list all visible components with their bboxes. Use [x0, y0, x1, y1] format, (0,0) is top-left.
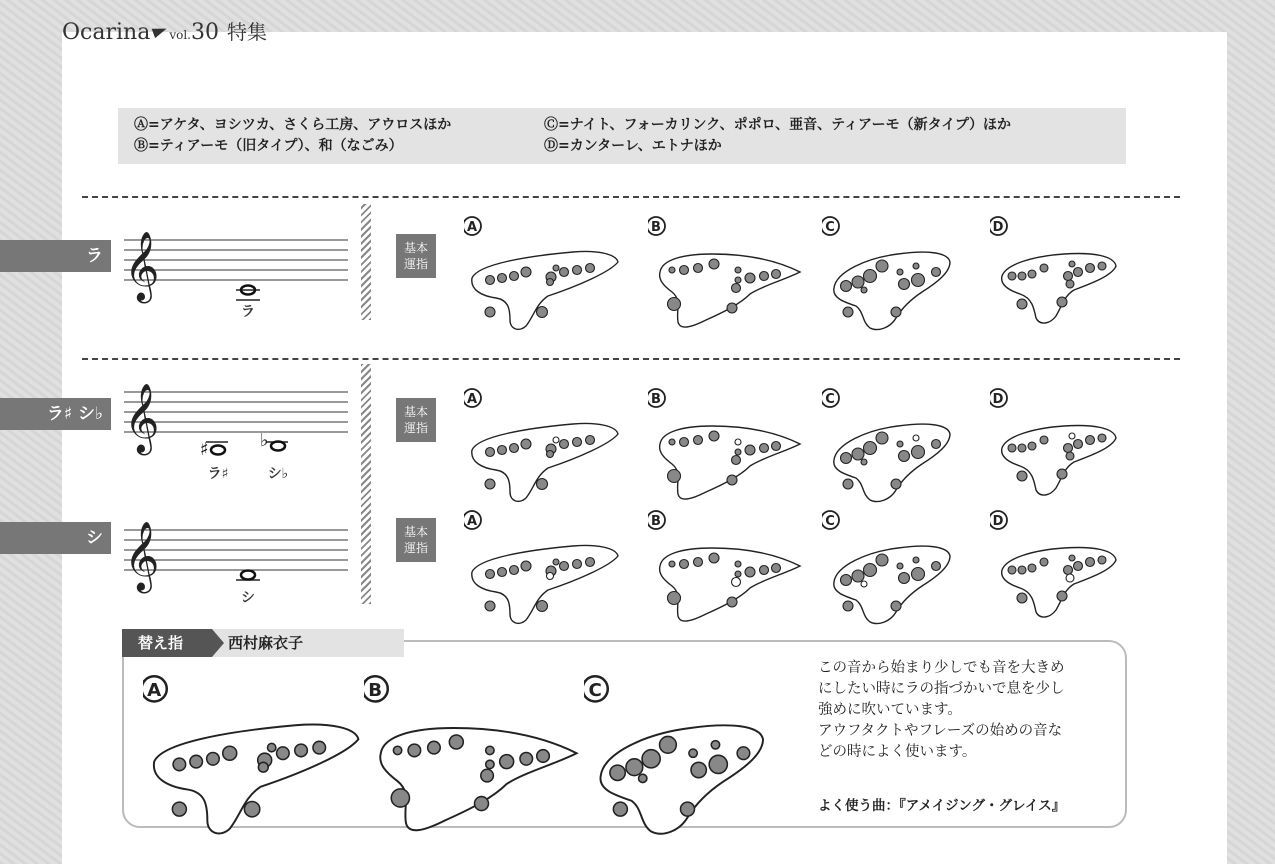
finger-hole	[223, 746, 237, 760]
finger-hole	[864, 442, 877, 455]
finger-hole	[1086, 558, 1095, 567]
ocarina-diagram-b	[648, 386, 806, 506]
note-tab-la-sharp-si-flat: ラ♯ シ♭	[0, 398, 111, 430]
finger-hole	[553, 559, 559, 565]
ocarina-diagram-a	[464, 508, 622, 628]
type-badge-letter: C	[825, 514, 835, 529]
performer-name: 西村麻衣子	[228, 634, 304, 652]
ocarina-diagram-d	[990, 214, 1128, 334]
finger-hole	[913, 557, 919, 563]
finger-hole	[899, 451, 910, 462]
note-label: シ	[241, 590, 255, 606]
vol-number: 30	[190, 20, 219, 45]
finger-hole	[1066, 280, 1074, 288]
finger-hole	[912, 568, 925, 581]
ocarina-body	[660, 426, 800, 499]
finger-hole	[735, 449, 741, 455]
finger-hole	[732, 456, 741, 465]
finger-hole	[772, 564, 781, 573]
basic-label-line2: 運指	[403, 257, 428, 271]
finger-hole	[745, 273, 755, 283]
finger-hole	[1086, 264, 1095, 273]
ocarina-body	[472, 251, 618, 329]
ocarina-body	[834, 546, 950, 623]
finger-hole	[772, 270, 781, 279]
ocarina-diagram-d	[990, 508, 1128, 628]
finger-hole	[897, 269, 903, 275]
finger-hole	[586, 558, 595, 567]
hatch-bar	[361, 364, 371, 604]
finger-hole	[521, 561, 531, 571]
basic-label-line2: 運指	[403, 541, 428, 555]
type-badge-letter: B	[651, 220, 661, 235]
finger-hole	[841, 453, 852, 464]
finger-hole	[912, 446, 925, 459]
finger-hole	[1018, 272, 1026, 280]
finger-hole	[876, 554, 888, 566]
finger-hole	[864, 564, 877, 577]
finger-hole	[852, 448, 864, 460]
finger-hole	[735, 439, 741, 445]
finger-hole	[393, 746, 401, 754]
finger-hole	[864, 270, 877, 283]
finger-hole	[610, 765, 625, 780]
finger-hole	[913, 435, 919, 441]
ocarina-body	[472, 545, 618, 623]
finger-hole	[428, 741, 441, 754]
divider	[82, 196, 1180, 198]
finger-hole	[485, 601, 495, 611]
finger-hole	[510, 272, 519, 281]
finger-hole	[899, 573, 910, 584]
finger-hole	[1040, 264, 1048, 272]
staff-si	[118, 508, 354, 608]
ocarina-body	[834, 424, 950, 501]
finger-hole	[891, 479, 901, 489]
finger-hole	[876, 432, 888, 444]
finger-hole	[510, 566, 519, 575]
type-badge-letter: B	[651, 514, 661, 529]
finger-hole	[277, 747, 290, 760]
finger-hole	[694, 436, 703, 445]
finger-hole	[737, 747, 750, 760]
finger-hole	[267, 743, 275, 751]
finger-hole	[727, 303, 737, 313]
hatch-bar	[361, 204, 371, 320]
vol-label: vol.	[169, 28, 191, 42]
finger-hole	[586, 264, 595, 273]
basic-fingering-label	[396, 234, 436, 278]
finger-hole	[573, 438, 582, 447]
finger-hole	[1086, 436, 1095, 445]
note-tab-la: ラ	[0, 240, 111, 272]
finger-hole	[899, 279, 910, 290]
finger-hole	[932, 562, 941, 571]
finger-hole	[891, 307, 901, 317]
finger-hole	[537, 479, 548, 490]
type-badge-letter: C	[825, 392, 835, 407]
finger-hole	[295, 744, 308, 757]
note-label: シ♭	[267, 466, 289, 482]
magazine-header	[62, 16, 267, 45]
finger-hole	[861, 581, 867, 587]
basic-label-line1: 基本	[403, 241, 428, 255]
description-line: 強めに吹いています。	[818, 702, 962, 718]
finger-hole	[1017, 471, 1027, 481]
type-badge-letter: C	[825, 220, 835, 235]
note-tab-si: シ	[0, 522, 111, 554]
basic-label-line1: 基本	[403, 525, 428, 539]
ocarina-body	[472, 423, 618, 501]
finger-hole	[521, 267, 531, 277]
ocarina-body	[834, 252, 950, 329]
finger-hole	[760, 272, 769, 281]
alternate-description	[818, 658, 1118, 763]
finger-hole	[537, 601, 548, 612]
finger-hole	[1008, 272, 1016, 280]
finger-hole	[760, 566, 769, 575]
finger-hole	[498, 274, 507, 283]
finger-hole	[727, 475, 737, 485]
finger-hole	[1069, 433, 1075, 439]
ocarina-body	[380, 728, 576, 830]
finger-hole	[1017, 299, 1027, 309]
finger-hole	[560, 268, 569, 277]
finger-hole	[486, 570, 495, 579]
finger-hole	[843, 601, 853, 611]
finger-hole	[172, 802, 186, 816]
ocarina-diagram-d	[990, 386, 1128, 506]
finger-hole	[912, 274, 925, 287]
finger-hole	[1017, 593, 1027, 603]
finger-hole	[1069, 261, 1075, 267]
finger-hole	[841, 281, 852, 292]
divider	[82, 358, 1180, 360]
type-badge-letter: A	[466, 392, 478, 407]
treble-clef-icon: 𝄞	[124, 521, 160, 591]
treble-clef-icon: 𝄞	[124, 231, 160, 301]
staff-la-sharp	[118, 382, 354, 492]
finger-hole	[485, 479, 495, 489]
alternate-fingering-tag: 替え指	[122, 629, 212, 657]
description-line: どの時によく使います。	[818, 744, 977, 760]
finger-hole	[498, 446, 507, 455]
finger-hole	[1064, 566, 1073, 575]
finger-hole	[553, 437, 559, 443]
finger-hole	[613, 802, 627, 816]
finger-hole	[258, 762, 268, 772]
note-label: ラ♯	[207, 466, 229, 482]
finger-hole	[547, 279, 554, 286]
flat-icon: ♭	[260, 430, 269, 451]
finger-hole	[680, 266, 689, 275]
finger-hole	[691, 762, 706, 777]
finger-hole	[709, 755, 727, 773]
finger-hole	[760, 444, 769, 453]
ocarina-diagram-b	[648, 508, 806, 628]
note-label: ラ	[241, 304, 255, 320]
finger-hole	[547, 573, 554, 580]
finger-hole	[709, 259, 719, 269]
finger-hole	[694, 264, 703, 273]
ocarina-diagram-c	[584, 672, 777, 840]
legend-b: Ⓑ=ティアーモ（旧タイプ）、和（なごみ）	[134, 138, 403, 154]
finger-hole	[1028, 270, 1036, 278]
finger-hole	[1028, 564, 1036, 572]
finger-hole	[1008, 444, 1016, 452]
finger-hole	[510, 444, 519, 453]
ocarina-diagram-a	[464, 214, 622, 334]
finger-hole	[481, 769, 494, 782]
type-badge-letter: D	[992, 392, 1004, 407]
ocarina-diagram-c	[822, 508, 960, 628]
finger-hole	[1098, 434, 1106, 442]
finger-hole	[1074, 562, 1083, 571]
finger-hole	[639, 774, 647, 782]
finger-hole	[669, 561, 675, 567]
finger-hole	[932, 268, 941, 277]
finger-hole	[485, 307, 495, 317]
finger-hole	[1018, 566, 1026, 574]
finger-hole	[486, 760, 494, 768]
staff-la	[118, 218, 354, 328]
ocarina-diagram-a	[143, 672, 364, 840]
finger-hole	[841, 575, 852, 586]
type-badge-letter: A	[466, 220, 478, 235]
finger-hole	[852, 276, 864, 288]
ocarina-type-legend	[118, 108, 1126, 164]
finger-hole	[694, 558, 703, 567]
finger-hole	[668, 470, 681, 483]
finger-hole	[391, 789, 409, 807]
finger-hole	[537, 750, 550, 763]
finger-hole	[861, 459, 867, 465]
finger-hole	[560, 440, 569, 449]
finger-hole	[660, 736, 677, 753]
play-arrow-icon	[152, 24, 169, 38]
finger-hole	[560, 562, 569, 571]
finger-hole	[1008, 566, 1016, 574]
finger-hole	[727, 597, 737, 607]
basic-label-line1: 基本	[403, 405, 428, 419]
ocarina-diagram-a	[464, 386, 622, 506]
finger-hole	[1064, 444, 1073, 453]
finger-hole	[1066, 452, 1074, 460]
type-badge-letter: D	[992, 514, 1004, 529]
finger-hole	[500, 755, 514, 769]
finger-hole	[735, 277, 741, 283]
finger-hole	[891, 601, 901, 611]
basic-fingering-label	[396, 518, 436, 562]
finger-hole	[668, 298, 681, 311]
sharp-icon: ♯	[200, 439, 209, 460]
finger-hole	[1074, 440, 1083, 449]
finger-hole	[449, 735, 463, 749]
ocarina-diagram-c	[822, 386, 960, 506]
finger-hole	[486, 746, 494, 754]
finger-hole	[1098, 556, 1106, 564]
finger-hole	[642, 750, 660, 768]
finger-hole	[190, 755, 203, 768]
type-badge-letter: A	[466, 514, 478, 529]
magazine-title: Ocarina	[62, 20, 151, 45]
finger-hole	[709, 553, 719, 563]
finger-hole	[897, 441, 903, 447]
finger-hole	[313, 741, 326, 754]
finger-hole	[1057, 591, 1067, 601]
finger-hole	[913, 263, 919, 269]
finger-hole	[1069, 555, 1075, 561]
description-line: にしたい時にラの指づかいで息を少し	[818, 681, 1065, 697]
type-badge-letter: C	[588, 679, 602, 701]
finger-hole	[680, 560, 689, 569]
finger-hole	[689, 749, 697, 757]
finger-hole	[669, 439, 675, 445]
finger-hole	[207, 753, 220, 766]
finger-hole	[932, 440, 941, 449]
finger-hole	[1018, 444, 1026, 452]
finger-hole	[408, 744, 421, 757]
finger-hole	[681, 802, 695, 816]
finger-hole	[735, 571, 741, 577]
finger-hole	[745, 567, 755, 577]
type-badge-letter: B	[368, 679, 383, 701]
finger-hole	[735, 561, 741, 567]
finger-hole	[861, 287, 867, 293]
favorite-song: よく使う曲：『アメイジング・グレイス』	[818, 798, 1066, 814]
finger-hole	[486, 448, 495, 457]
finger-hole	[843, 307, 853, 317]
ocarina-body	[660, 548, 800, 621]
finger-hole	[1057, 469, 1067, 479]
description-line: アウフタクトやフレーズの始めの音な	[818, 723, 1063, 739]
finger-hole	[852, 570, 864, 582]
finger-hole	[680, 438, 689, 447]
legend-d: Ⓓ=カンターレ、エトナほか	[544, 138, 722, 154]
finger-hole	[1057, 297, 1067, 307]
basic-label-line2: 運指	[403, 421, 428, 435]
finger-hole	[745, 445, 755, 455]
type-badge-letter: D	[992, 220, 1004, 235]
finger-hole	[897, 563, 903, 569]
finger-hole	[573, 266, 582, 275]
type-badge-letter: A	[147, 679, 162, 701]
finger-hole	[1066, 574, 1074, 582]
finger-hole	[1040, 436, 1048, 444]
ocarina-diagram-c	[822, 214, 960, 334]
finger-hole	[498, 568, 507, 577]
finger-hole	[1028, 442, 1036, 450]
finger-hole	[173, 758, 186, 771]
finger-hole	[1040, 558, 1048, 566]
finger-hole	[772, 442, 781, 451]
finger-hole	[668, 592, 681, 605]
finger-hole	[475, 797, 489, 811]
treble-clef-icon: 𝄞	[124, 383, 160, 453]
finger-hole	[843, 479, 853, 489]
finger-hole	[1064, 272, 1073, 281]
finger-hole	[669, 267, 675, 273]
finger-hole	[586, 436, 595, 445]
ocarina-diagram-b	[648, 214, 806, 334]
finger-hole	[732, 284, 741, 293]
description-line: この音から始まり少しでも音を大きめ	[818, 660, 1065, 676]
finger-hole	[709, 431, 719, 441]
finger-hole	[1074, 268, 1083, 277]
finger-hole	[876, 260, 888, 272]
finger-hole	[520, 753, 533, 766]
finger-hole	[1098, 262, 1106, 270]
ocarina-diagram-b	[364, 672, 585, 840]
finger-hole	[732, 578, 741, 587]
finger-hole	[735, 267, 741, 273]
legend-a: Ⓐ=アケタ、ヨシツカ、さくら工房、アウロスほか	[134, 117, 452, 133]
legend-c: Ⓒ=ナイト、フォーカリンク、ポポロ、亜音、ティアーモ（新タイプ）ほか	[544, 117, 1012, 133]
finger-hole	[573, 560, 582, 569]
finger-hole	[711, 741, 719, 749]
ocarina-body	[600, 725, 763, 833]
finger-hole	[537, 307, 548, 318]
finger-hole	[521, 439, 531, 449]
finger-hole	[244, 801, 259, 816]
finger-hole	[553, 265, 559, 271]
ocarina-body	[154, 725, 359, 834]
feature-label: 特集	[226, 20, 267, 44]
type-badge-letter: B	[651, 392, 661, 407]
basic-fingering-label	[396, 398, 436, 442]
finger-hole	[547, 451, 554, 458]
finger-hole	[486, 276, 495, 285]
ocarina-body	[660, 254, 800, 327]
finger-hole	[626, 759, 643, 776]
